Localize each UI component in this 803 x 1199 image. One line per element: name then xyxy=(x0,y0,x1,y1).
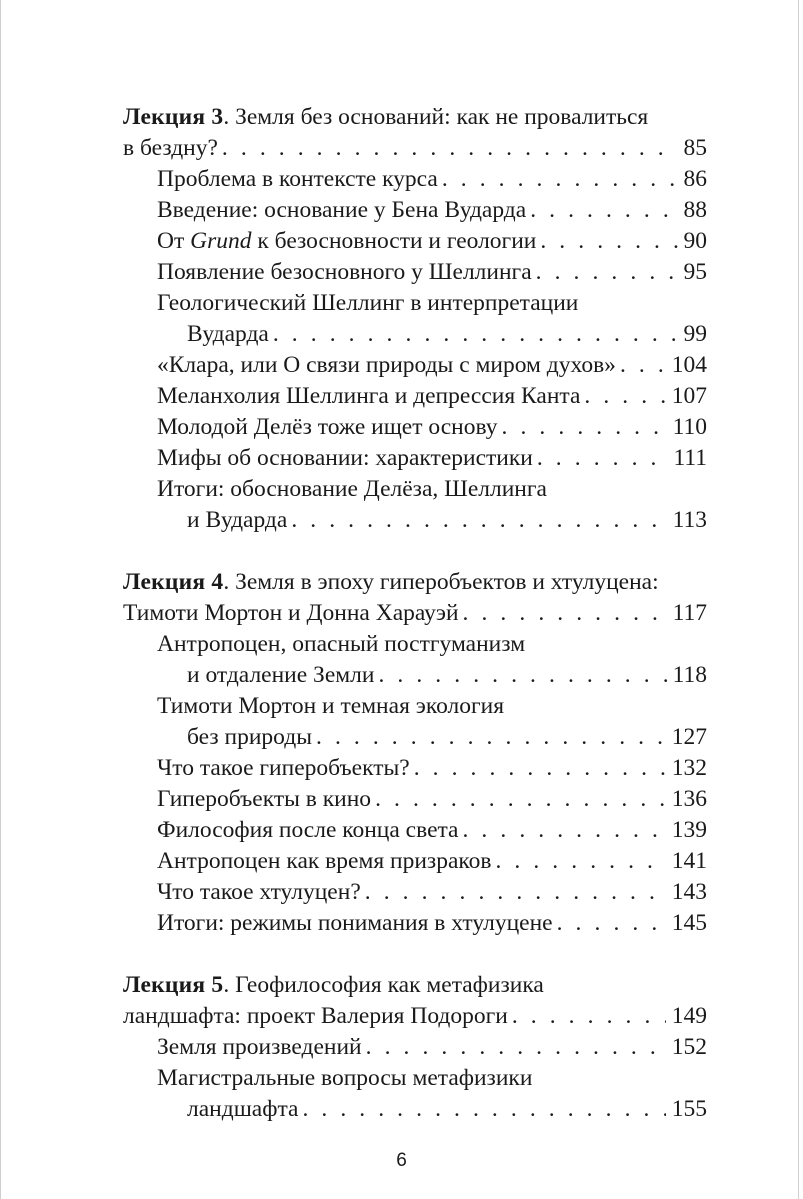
toc-entry xyxy=(123,350,707,381)
lecture-3-title-cont: в бездну? xyxy=(123,135,218,161)
leader-dots xyxy=(316,722,666,753)
toc-entry xyxy=(123,877,707,908)
toc-entry-line1 xyxy=(123,1063,707,1094)
toc-entry-line2 xyxy=(123,660,707,691)
toc-entry-line2 xyxy=(123,505,707,536)
toc-entry-title: Антропоцен, опасный постгуманизм xyxy=(157,631,526,657)
toc-entry-line2 xyxy=(123,1094,707,1125)
toc-entry xyxy=(123,753,707,784)
toc-entry-page: 107 xyxy=(671,383,707,409)
lecture-5-section xyxy=(123,970,707,1125)
toc-entry-title-pre: От xyxy=(157,228,191,254)
leader-dots xyxy=(502,412,667,443)
toc-entry-title: Меланхолия Шеллинга и депрессия Канта xyxy=(157,383,581,409)
toc-entry-page: 139 xyxy=(671,817,707,843)
leader-dots xyxy=(273,319,678,350)
toc-entry-title-cont: и Вударда xyxy=(187,507,288,533)
lecture-3-title-line2 xyxy=(123,133,707,164)
leader-dots xyxy=(584,381,665,412)
toc-entry xyxy=(123,1032,707,1063)
leader-dots xyxy=(366,1032,666,1063)
leader-dots xyxy=(537,443,668,474)
toc-entry-page: 127 xyxy=(671,724,707,750)
toc-entry xyxy=(123,226,707,257)
toc-entry-title: Геологический Шеллинг в интерпретации xyxy=(157,290,579,316)
page-number: 6 xyxy=(396,1150,407,1171)
lecture-3-page: 85 xyxy=(683,135,707,161)
toc-entry-line1 xyxy=(123,474,707,505)
leader-dots xyxy=(463,598,667,629)
lecture-4-section xyxy=(123,567,707,939)
lecture-5-title-line2 xyxy=(123,1001,707,1032)
leader-dots xyxy=(375,784,666,815)
leader-dots xyxy=(557,908,666,939)
toc-entry-page: 155 xyxy=(671,1096,707,1122)
toc-entry-title: Молодой Делёз тоже ищет основу xyxy=(157,414,498,440)
toc-entry-page: 118 xyxy=(672,662,707,688)
toc-entry-title: Тимоти Мортон и темная экология xyxy=(157,693,505,719)
toc-entry xyxy=(123,164,707,195)
toc-entry xyxy=(123,846,707,877)
toc-entry-line2 xyxy=(123,319,707,350)
leader-dots xyxy=(378,660,666,691)
toc-entry-page: 90 xyxy=(683,228,707,254)
toc-entry-title: Что такое хтулуцен? xyxy=(157,879,361,905)
toc-entry-page: 86 xyxy=(683,166,707,192)
toc-entry xyxy=(123,815,707,846)
lecture-5-title-cont: ландшафта: проект Валерия Подороги xyxy=(123,1003,508,1029)
lecture-5-page: 149 xyxy=(671,1003,707,1029)
toc-entry-page: 143 xyxy=(671,879,707,905)
lecture-4-number: Лекция 4 xyxy=(123,569,224,595)
toc-entry-page: 113 xyxy=(672,507,707,533)
toc-entry-page: 132 xyxy=(671,755,707,781)
toc-entry xyxy=(123,195,707,226)
toc-entry-title: Появление безосновного у Шеллинга xyxy=(157,259,532,285)
leader-dots xyxy=(291,505,666,536)
lecture-3-number: Лекция 3 xyxy=(123,104,224,130)
toc-entry-title-cont: без природы xyxy=(187,724,312,750)
toc-entry-page: 110 xyxy=(672,414,707,440)
leader-dots xyxy=(222,133,678,164)
toc-entry-title: Магистральные вопросы метафизики xyxy=(157,1065,533,1091)
toc-entry-title: Философия после конца света xyxy=(157,817,459,843)
toc-entry-page: 141 xyxy=(671,848,707,874)
lecture-3-title: . Земля без оснований: как не провалиться xyxy=(223,104,649,130)
table-of-contents xyxy=(123,102,707,1156)
toc-entry-title: Антропоцен как время призраков xyxy=(157,848,492,874)
leader-dots xyxy=(536,257,678,288)
leader-dots xyxy=(414,753,666,784)
toc-entry-title: Введение: основание у Бена Вударда xyxy=(157,197,527,223)
toc-entry-line1 xyxy=(123,288,707,319)
leader-dots xyxy=(462,815,665,846)
toc-entry-title: Итоги: обоснование Делёза, Шеллинга xyxy=(157,476,547,502)
leader-dots xyxy=(495,846,665,877)
lecture-5-title-line1 xyxy=(123,970,707,1001)
toc-entry-page: 104 xyxy=(671,352,707,378)
toc-entry-title-italic: Grund xyxy=(190,228,252,254)
lecture-4-page: 117 xyxy=(672,600,707,626)
toc-entry-line1 xyxy=(123,691,707,722)
leader-dots xyxy=(442,164,678,195)
toc-entry-title-cont: Вударда xyxy=(187,321,269,347)
toc-entry-title: Что такое гиперобъекты? xyxy=(157,755,410,781)
toc-entry-title: «Клара, или О связи природы с миром духов» xyxy=(157,352,616,378)
toc-entry-line1 xyxy=(123,629,707,660)
toc-entry-title: Итоги: режимы понимания в хтулуцене xyxy=(157,910,553,936)
toc-entry-page: 88 xyxy=(683,197,707,223)
leader-dots xyxy=(365,877,666,908)
toc-entry-page: 95 xyxy=(683,259,707,285)
toc-entry xyxy=(123,443,707,474)
leader-dots xyxy=(540,226,677,257)
lecture-5-title: . Геофилософия как метафизика xyxy=(223,972,544,998)
leader-dots xyxy=(530,195,677,226)
toc-entry-page: 152 xyxy=(671,1034,707,1060)
lecture-4-title: . Земля в эпоху гиперобъектов и хтулуцена: xyxy=(223,569,659,595)
toc-entry-line2 xyxy=(123,722,707,753)
toc-entry-page: 136 xyxy=(671,786,707,812)
lecture-4-title-cont: Тимоти Мортон и Донна Харауэй xyxy=(123,600,459,626)
toc-entry-page: 145 xyxy=(671,910,707,936)
toc-entry-title xyxy=(157,226,536,257)
lecture-3-title-line1 xyxy=(123,102,707,133)
toc-entry xyxy=(123,908,707,939)
toc-entry-title: Проблема в контексте курса xyxy=(157,166,438,192)
lecture-5-number: Лекция 5 xyxy=(123,972,224,998)
toc-entry-title: Мифы об основании: характеристики xyxy=(157,445,533,471)
toc-entry-title: Земля произведений xyxy=(157,1034,362,1060)
toc-entry xyxy=(123,381,707,412)
lecture-3-section xyxy=(123,102,707,536)
toc-entry-title: Гиперобъекты в кино xyxy=(157,786,372,812)
toc-entry xyxy=(123,412,707,443)
leader-dots xyxy=(620,350,666,381)
toc-entry-title-post: к безосновности и геологии xyxy=(251,228,537,254)
lecture-4-title-line2 xyxy=(123,598,707,629)
toc-entry xyxy=(123,784,707,815)
toc-entry-title-cont: ландшафта xyxy=(187,1096,299,1122)
toc-entry-page: 99 xyxy=(683,321,707,347)
lecture-4-title-line1 xyxy=(123,567,707,598)
leader-dots xyxy=(512,1001,666,1032)
toc-entry xyxy=(123,257,707,288)
leader-dots xyxy=(302,1094,665,1125)
toc-entry-page: 111 xyxy=(673,445,707,471)
toc-entry-title-cont: и отдаление Земли xyxy=(187,662,375,688)
